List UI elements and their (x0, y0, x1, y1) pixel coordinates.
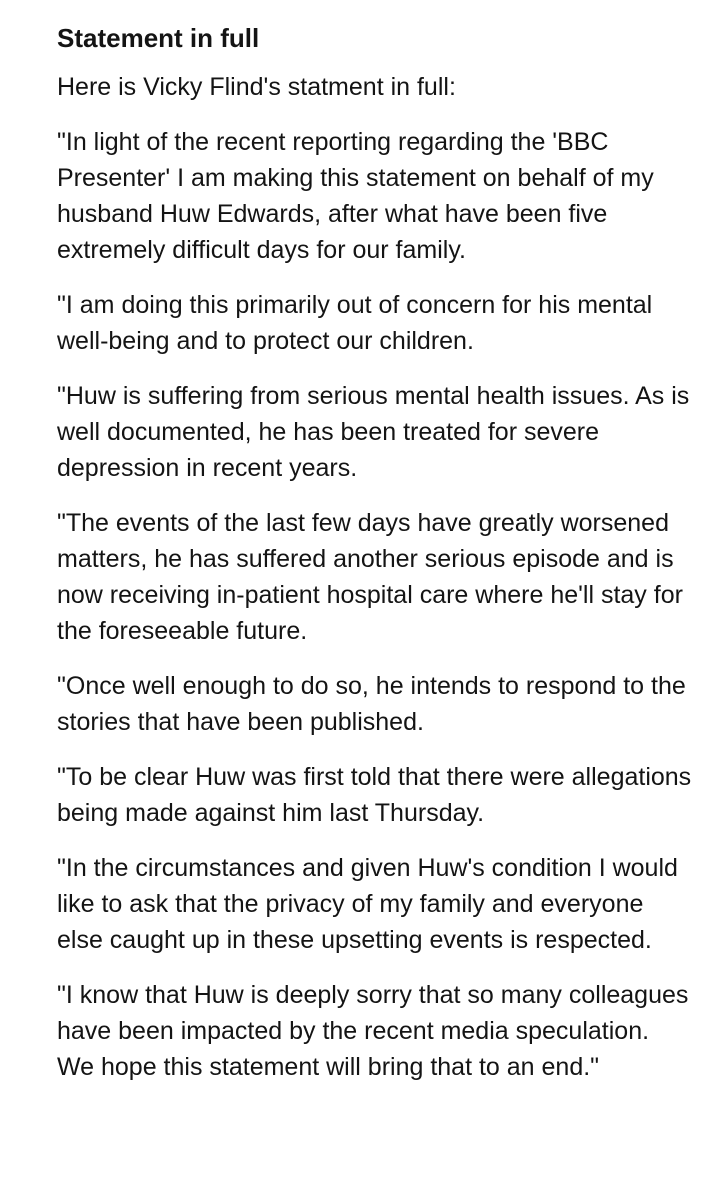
statement-paragraph-1: "In light of the recent reporting regarding the 'BBC Presenter' I am making this statement on behalf of my husband Huw Edwards, after what have been five extremely difficult days for our family. (57, 128, 654, 264)
statement-paragraph-3: "Huw is suffering from serious mental health issues. As is well documented, he has been treated for severe depression in recent years. (57, 382, 690, 482)
statement-paragraph-5: "Once well enough to do so, he intends to respond to the stories that have been published. (57, 672, 686, 736)
statement-paragraph-8: "I know that Huw is deeply sorry that so many colleagues have been impacted by the recent media speculation. We hope this statement will bring that to an end." (57, 981, 689, 1081)
statement-paragraph-7: "In the circumstances and given Huw's condition I would like to ask that the privacy of my family and everyone else caught up in these upsetting events is respected. (57, 854, 678, 954)
intro-paragraph: Here is Vicky Flind's statment in full: (57, 73, 456, 101)
statement-paragraph-2: "I am doing this primarily out of concern for his mental well-being and to protect our children. (57, 291, 653, 355)
section-heading: Statement in full (57, 23, 260, 53)
statement-paragraph-6: "To be clear Huw was first told that there were allegations being made against him last Thursday. (57, 763, 692, 827)
statement-paragraph-4: "The events of the last few days have greatly worsened matters, he has suffered another serious episode and is now receiving in-patient hospital care where he'll stay for the foreseeable future. (57, 509, 683, 645)
